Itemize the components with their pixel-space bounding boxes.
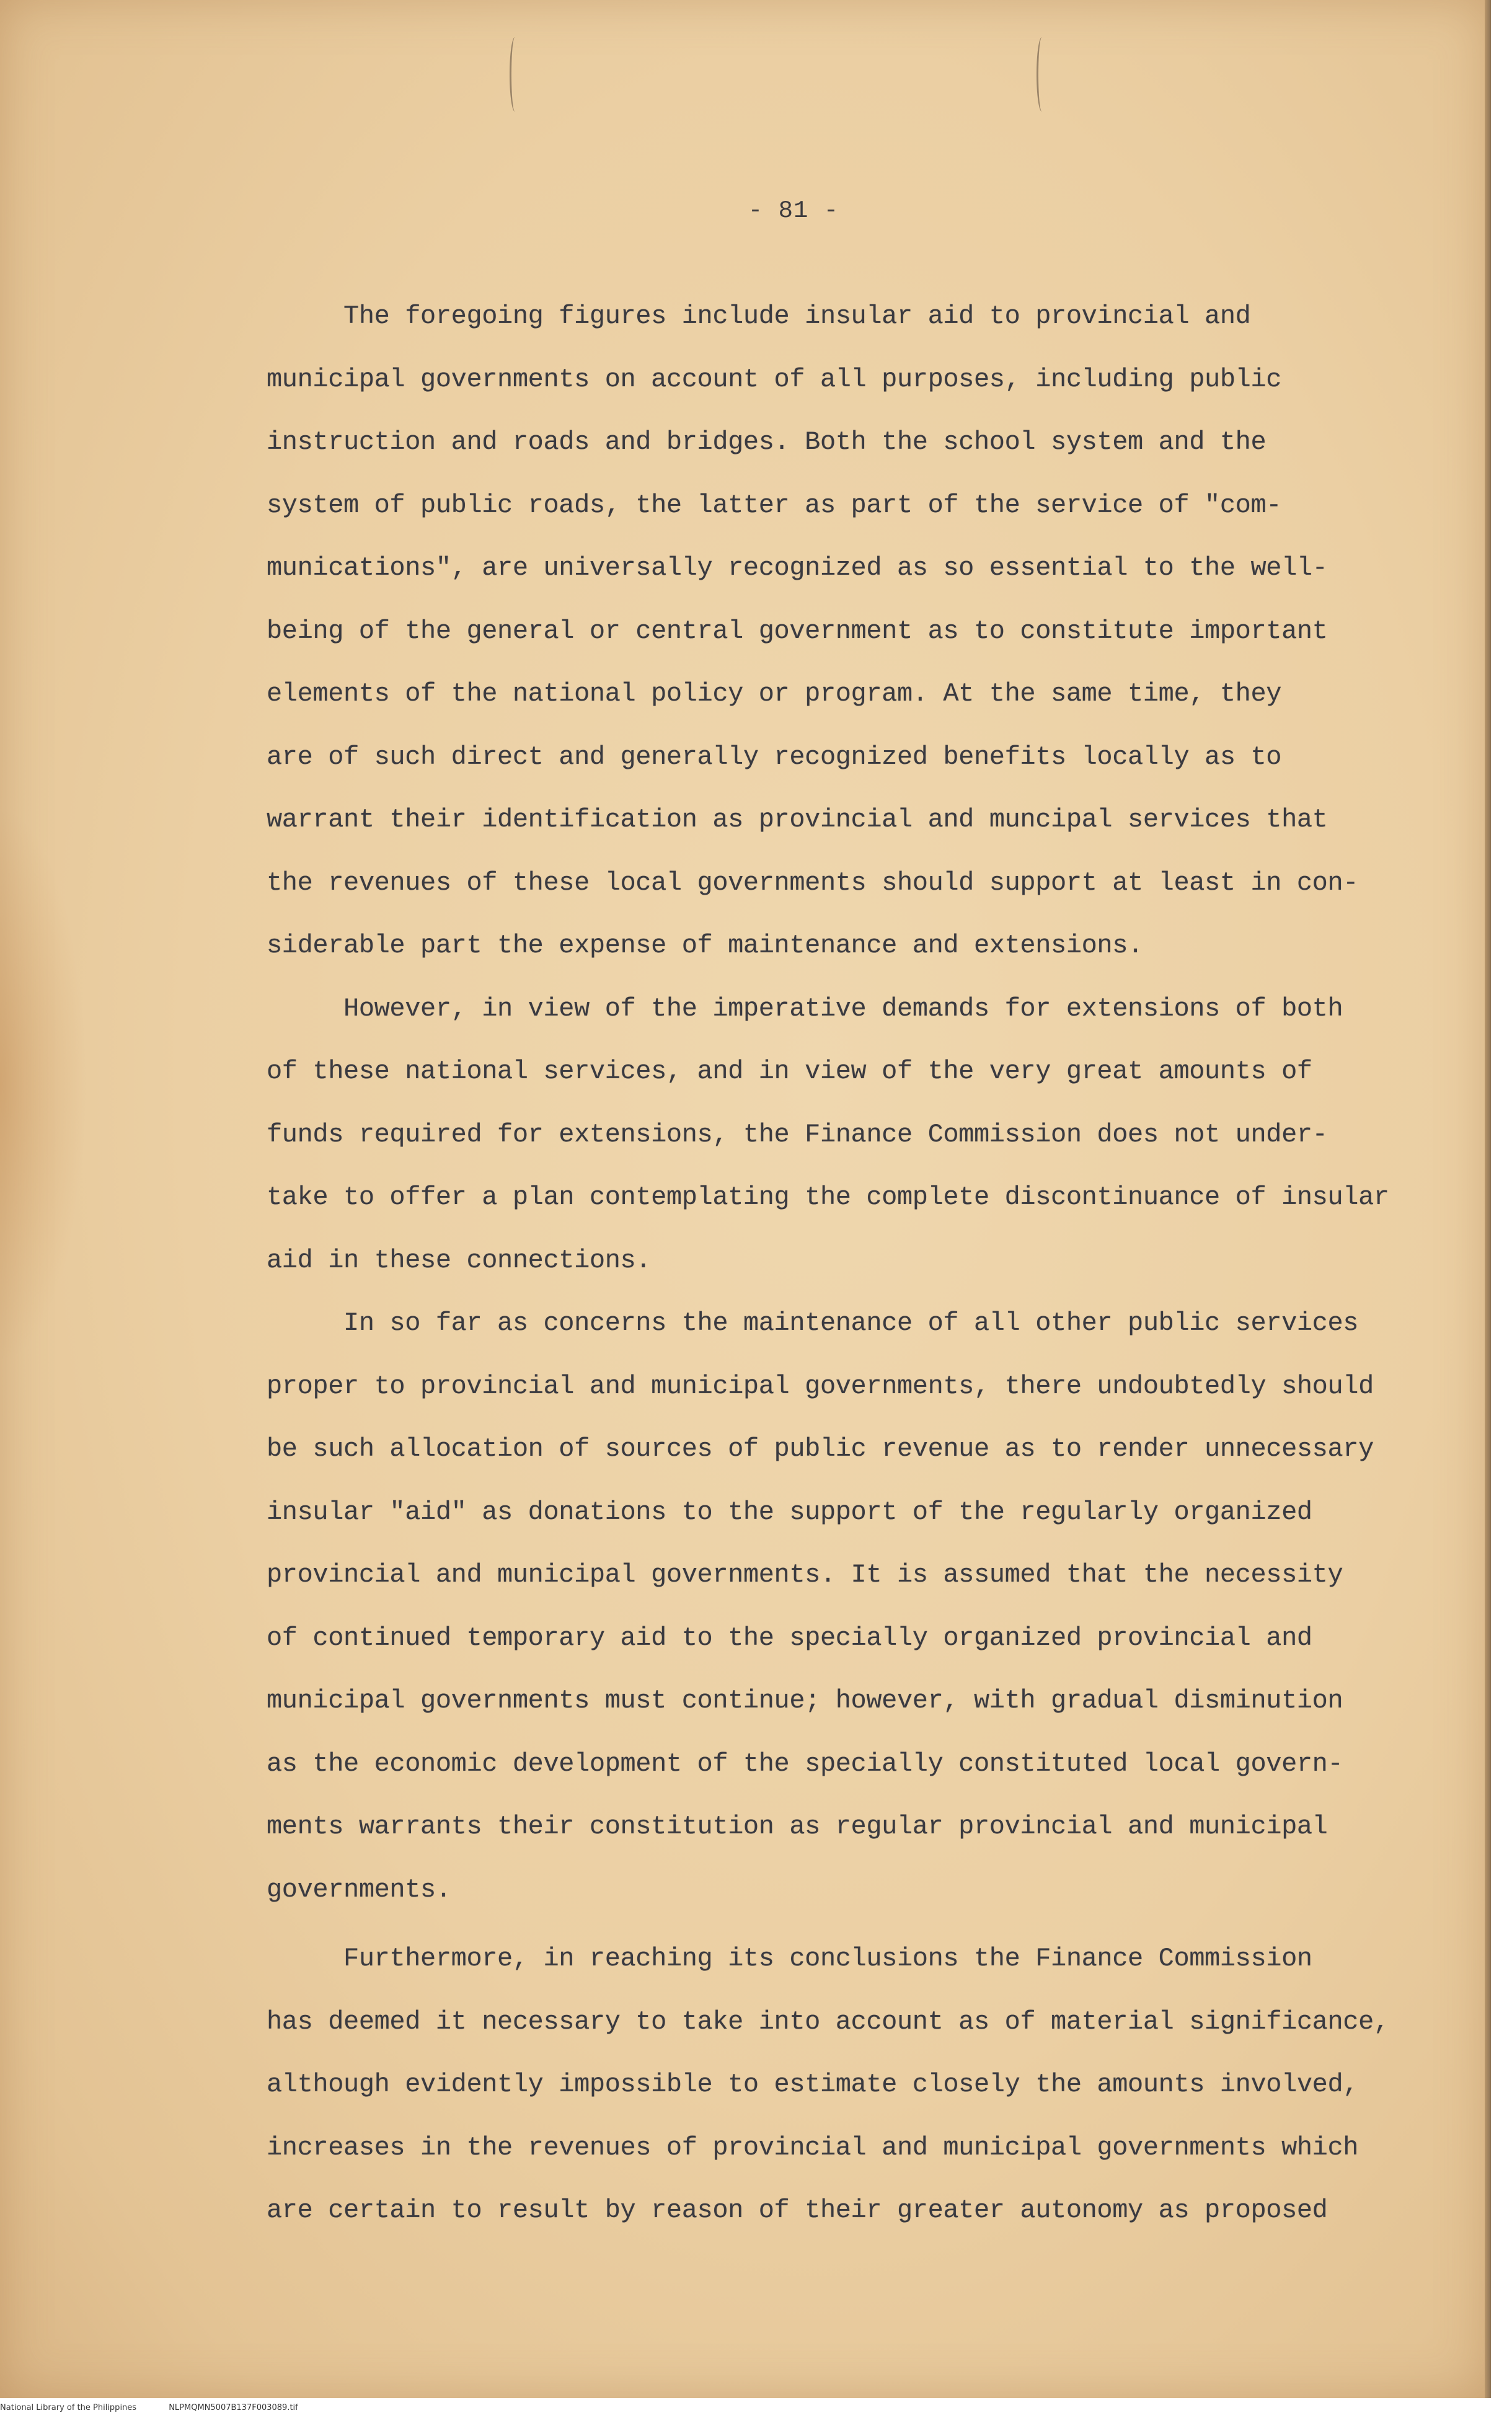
text-line: are certain to result by reason of their greater autonomy as proposed <box>267 2195 1328 2225</box>
text-line: ments warrants their constitution as regular provincial and municipal <box>267 1812 1328 1841</box>
text-line: system of public roads, the latter as part of the service of "com- <box>267 490 1282 520</box>
text-line: funds required for extensions, the Finance Commission does not under- <box>267 1119 1328 1149</box>
text-line: has deemed it necessary to take into account as of material significance, <box>267 2006 1389 2037</box>
footer-library: National Library of the Philippines <box>0 2403 137 2412</box>
text-line: being of the general or central government as to constitute important <box>267 616 1328 646</box>
text-line: elements of the national policy or program. At the same time, they <box>267 679 1282 709</box>
page-number: - 81 - <box>748 197 839 224</box>
text-line: municipal governments must continue; however, with gradual disminution <box>267 1686 1343 1716</box>
body-text <box>267 285 1389 2243</box>
text-line: However, in view of the imperative demands for extensions of both <box>267 993 1343 1024</box>
text-line: instruction and roads and bridges. Both the school system and the <box>267 427 1267 457</box>
text-line: In so far as concerns the maintenance of all other public services <box>267 1308 1359 1338</box>
text-line: aid in these connections. <box>267 1245 652 1275</box>
punch-hole-right <box>1037 37 1047 112</box>
text-line: siderable part the expense of maintenance and extensions. <box>267 931 1143 960</box>
paper-stain <box>0 806 87 1364</box>
text-line: insular "aid" as donations to the support of the regularly organized <box>267 1497 1312 1527</box>
text-line: the revenues of these local governments should support at least in con- <box>267 867 1359 898</box>
text-line: be such allocation of sources of public revenue as to render unnecessary <box>267 1434 1374 1464</box>
text-line: although evidently impossible to estimate closely the amounts involved, <box>267 2070 1359 2099</box>
text-line: municipal governments on account of all purposes, including public <box>267 364 1282 394</box>
text-line: munications", are universally recognized as so essential to the well- <box>267 553 1328 583</box>
footer-file-id: NLPMQMN5007B137F003089.tif <box>169 2403 298 2412</box>
text-line: as the economic development of the specially constituted local govern- <box>267 1748 1343 1779</box>
scan-footer <box>0 2403 1512 2418</box>
text-line: governments. <box>267 1874 451 1905</box>
text-line: take to offer a plan contemplating the complete discontinuance of insular <box>267 1182 1389 1212</box>
punch-hole-left <box>510 37 520 112</box>
text-line: are of such direct and generally recognized benefits locally as to <box>267 742 1282 772</box>
text-line: Furthermore, in reaching its conclusions the Finance Commission <box>267 1944 1312 1973</box>
text-line: proper to provincial and municipal governments, there undoubtedly should <box>267 1371 1374 1401</box>
sheet-edge <box>1485 0 1491 2398</box>
text-line: increases in the revenues of provincial and municipal governments which <box>267 2132 1359 2163</box>
text-line: warrant their identification as provincial and muncipal services that <box>267 805 1328 835</box>
text-line: of continued temporary aid to the specially organized provincial and <box>267 1623 1312 1653</box>
text-line: The foregoing figures include insular aid to provincial and <box>267 301 1251 331</box>
text-line: of these national services, and in view of the very great amounts of <box>267 1056 1312 1086</box>
text-line: provincial and municipal governments. It is assumed that the necessity <box>267 1560 1343 1590</box>
